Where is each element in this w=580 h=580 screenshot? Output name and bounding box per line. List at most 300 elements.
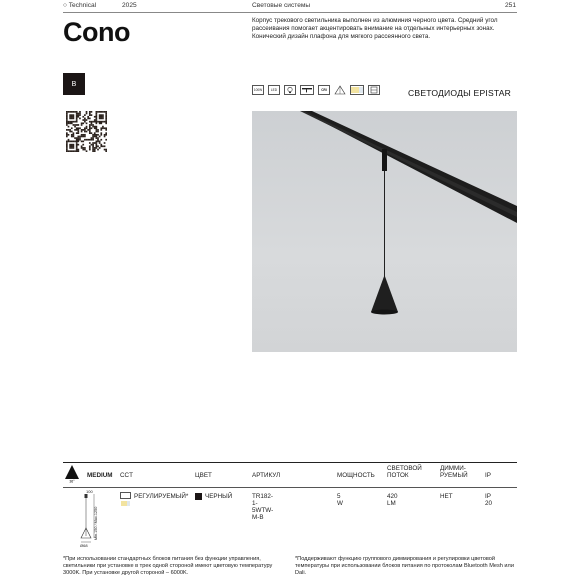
qr-module <box>68 121 70 123</box>
qr-module <box>100 111 102 113</box>
qr-module <box>69 122 71 124</box>
qr-module <box>102 126 104 128</box>
qr-module <box>96 116 98 118</box>
qr-code[interactable] <box>66 111 107 152</box>
table-header-rule <box>63 487 517 488</box>
qr-module <box>99 147 101 149</box>
qr-module <box>89 132 91 134</box>
qr-module <box>84 119 86 121</box>
qr-module <box>86 122 88 124</box>
qr-module <box>73 111 75 113</box>
qr-module <box>66 113 68 115</box>
qr-module <box>92 142 94 144</box>
qr-module <box>69 144 71 146</box>
qr-module <box>96 122 98 124</box>
qr-module <box>91 114 93 116</box>
qr-module <box>84 136 86 138</box>
qr-module <box>79 136 81 138</box>
qr-module <box>91 111 93 113</box>
qr-module <box>66 150 68 152</box>
qr-module <box>94 119 96 121</box>
dimension-drawing <box>72 489 112 548</box>
qr-module <box>84 118 86 120</box>
qr-module <box>89 149 91 151</box>
qr-module <box>100 114 102 116</box>
qr-module <box>76 129 78 131</box>
qr-module <box>81 147 83 149</box>
qr-module <box>87 129 89 131</box>
qr-module <box>99 141 101 143</box>
qr-module <box>96 142 98 144</box>
qr-module <box>82 129 84 131</box>
qr-module <box>66 118 68 120</box>
qr-module <box>82 141 84 143</box>
qr-module <box>99 122 101 124</box>
qr-module <box>66 111 68 113</box>
qr-module <box>91 132 93 134</box>
qr-module <box>99 114 101 116</box>
qr-module <box>71 144 73 146</box>
qr-module <box>92 147 94 149</box>
100w-icon: 100W <box>252 85 264 95</box>
qr-module <box>97 121 99 123</box>
qr-module <box>91 124 93 126</box>
qr-module <box>81 131 83 133</box>
track-icon <box>300 85 314 95</box>
qr-module <box>94 149 96 151</box>
qr-module <box>100 144 102 146</box>
cell-cct: РЕГУЛИРУЕМЫЙ* <box>134 493 189 500</box>
qr-module <box>86 131 88 133</box>
qr-module <box>102 118 104 120</box>
qr-module <box>84 129 86 131</box>
qr-module <box>73 132 75 134</box>
qr-module <box>97 129 99 131</box>
header-rule <box>63 12 517 13</box>
qr-module <box>76 119 78 121</box>
qr-module <box>92 139 94 141</box>
qr-module <box>89 124 91 126</box>
qr-module <box>71 134 73 136</box>
qr-module <box>74 111 76 113</box>
beam-icon <box>334 85 346 95</box>
beam-label: MEDIUM <box>87 472 113 479</box>
qr-module <box>77 137 79 139</box>
qr-module <box>91 139 93 141</box>
qr-module <box>89 113 91 115</box>
qr-module <box>89 129 91 131</box>
qr-module <box>96 129 98 131</box>
qr-module <box>66 145 68 147</box>
qr-module <box>79 127 81 129</box>
qr-module <box>96 147 98 149</box>
qr-module <box>96 111 98 113</box>
qr-module <box>100 134 102 136</box>
qr-module <box>82 149 84 151</box>
qr-module <box>96 141 98 143</box>
qr-module <box>66 122 68 124</box>
col-article: АРТИКУЛ <box>252 472 281 479</box>
qr-module <box>69 129 71 131</box>
qr-module <box>102 145 104 147</box>
qr-module <box>81 129 83 131</box>
qr-module <box>66 136 68 138</box>
qr-module <box>69 111 71 113</box>
qr-module <box>100 127 102 129</box>
qr-module <box>89 114 91 116</box>
beam-angle: 36° <box>69 479 75 483</box>
qr-module <box>76 132 78 134</box>
qr-module <box>96 127 98 129</box>
qr-module <box>76 121 78 123</box>
qr-module <box>94 142 96 144</box>
qr-module <box>100 139 102 141</box>
qr-module <box>105 127 107 129</box>
qr-module <box>71 131 73 133</box>
qr-module <box>74 121 76 123</box>
qr-module <box>73 116 75 118</box>
beam-icon-large <box>65 465 79 488</box>
qr-module <box>76 142 78 144</box>
qr-module <box>76 113 78 115</box>
qr-module <box>71 141 73 143</box>
qr-module <box>77 113 79 115</box>
qr-module <box>84 131 86 133</box>
qr-module <box>74 124 76 126</box>
qr-module <box>68 150 70 152</box>
qr-module <box>69 150 71 152</box>
qr-module <box>69 118 71 120</box>
qr-module <box>69 114 71 116</box>
qr-module <box>104 145 106 147</box>
qr-module <box>105 149 107 151</box>
qr-module <box>82 134 84 136</box>
qr-module <box>87 118 89 120</box>
category-badge: B <box>63 73 85 95</box>
qr-module <box>77 136 79 138</box>
qr-module <box>71 111 73 113</box>
qr-module <box>92 134 94 136</box>
qr-module <box>104 127 106 129</box>
qr-module <box>105 134 107 136</box>
cri-icon: CRI <box>318 85 330 95</box>
qr-module <box>66 116 68 118</box>
qr-module <box>77 114 79 116</box>
qr-module <box>77 131 79 133</box>
header-year: 2025 <box>122 2 137 9</box>
qr-module <box>89 118 91 120</box>
qr-module <box>99 111 101 113</box>
qr-module <box>89 111 91 113</box>
header-category: Световые системы <box>252 2 311 9</box>
qr-module <box>71 127 73 129</box>
qr-module <box>68 122 70 124</box>
qr-module <box>96 145 98 147</box>
qr-module <box>68 139 70 141</box>
qr-module <box>69 147 71 149</box>
qr-module <box>97 131 99 133</box>
qr-module <box>76 127 78 129</box>
qr-module <box>68 141 70 143</box>
qr-module <box>87 116 89 118</box>
qr-module <box>82 122 84 124</box>
col-flux: СВЕТОВОЙ ПОТОК <box>387 465 422 480</box>
qr-module <box>71 114 73 116</box>
qr-module <box>92 126 94 128</box>
qr-module <box>89 127 91 129</box>
qr-module <box>81 122 83 124</box>
qr-module <box>76 114 78 116</box>
qr-module <box>76 149 78 151</box>
qr-module <box>92 124 94 126</box>
qr-module <box>73 114 75 116</box>
cct-icon <box>350 85 364 95</box>
qr-module <box>79 111 81 113</box>
qr-module <box>81 141 83 143</box>
qr-module <box>104 149 106 151</box>
qr-module <box>102 111 104 113</box>
qr-module <box>66 121 68 123</box>
qr-module <box>89 147 91 149</box>
qr-module <box>91 144 93 146</box>
note-right: *Поддерживают функцию группового диммирования и регулировки цветовой температуры при использовании блоков питания по протоколам Bluetooth Mesh или Dali. <box>295 556 514 577</box>
qr-module <box>91 137 93 139</box>
box-icon <box>368 85 380 95</box>
qr-module <box>94 147 96 149</box>
page-number: 251 <box>505 2 517 9</box>
qr-module <box>96 134 98 136</box>
qr-module <box>73 124 75 126</box>
qr-module <box>76 145 78 147</box>
qr-module <box>81 134 83 136</box>
col-color: ЦВЕТ <box>195 472 212 479</box>
qr-module <box>94 136 96 138</box>
qr-module <box>105 129 107 131</box>
qr-module <box>71 122 73 124</box>
qr-module <box>77 144 79 146</box>
col-power: МОЩНОСТЬ <box>337 472 375 479</box>
qr-module <box>73 150 75 152</box>
qr-module <box>66 124 68 126</box>
qr-module <box>97 141 99 143</box>
qr-module <box>92 136 94 138</box>
qr-module <box>105 122 107 124</box>
cell-article: TR182-1-5WTW-M-B <box>252 493 274 521</box>
qr-module <box>66 149 68 151</box>
qr-module <box>89 139 91 141</box>
dim-bottom: Ø68 <box>80 543 88 548</box>
col-ip: IP <box>485 472 491 479</box>
qr-module <box>104 142 106 144</box>
qr-module <box>92 137 94 139</box>
qr-module <box>87 139 89 141</box>
qr-module <box>66 114 68 116</box>
cell-flux: 420 LM <box>387 493 398 507</box>
qr-module <box>100 122 102 124</box>
qr-module <box>94 132 96 134</box>
qr-module <box>71 118 73 120</box>
qr-module <box>99 142 101 144</box>
qr-module <box>68 126 70 128</box>
qr-module <box>77 132 79 134</box>
qr-module <box>94 121 96 123</box>
qr-module <box>73 118 75 120</box>
qr-module <box>84 149 86 151</box>
qr-module <box>77 116 79 118</box>
qr-module <box>68 134 70 136</box>
qr-module <box>76 137 78 139</box>
qr-module <box>105 114 107 116</box>
qr-module <box>76 147 78 149</box>
qr-module <box>73 136 75 138</box>
qr-module <box>71 136 73 138</box>
qr-module <box>94 126 96 128</box>
qr-module <box>76 118 78 120</box>
page-title: Cono <box>63 17 130 47</box>
qr-module <box>81 136 83 138</box>
qr-module <box>99 121 101 123</box>
qr-module <box>84 139 86 141</box>
qr-module <box>77 127 79 129</box>
qr-module <box>86 119 88 121</box>
qr-module <box>105 118 107 120</box>
qr-module <box>96 119 98 121</box>
qr-module <box>105 116 107 118</box>
cell-power: 5 W <box>337 493 343 507</box>
qr-module <box>76 124 78 126</box>
qr-module <box>84 134 86 136</box>
qr-module <box>74 150 76 152</box>
qr-module <box>73 141 75 143</box>
qr-module <box>76 116 78 118</box>
qr-module <box>99 116 101 118</box>
qr-module <box>71 150 73 152</box>
qr-module <box>69 141 71 143</box>
qr-module <box>92 121 94 123</box>
qr-module <box>82 147 84 149</box>
qr-module <box>69 116 71 118</box>
qr-module <box>89 126 91 128</box>
qr-module <box>77 150 79 152</box>
feature-icons <box>252 85 380 95</box>
qr-module <box>86 113 88 115</box>
qr-module <box>76 150 78 152</box>
qr-module <box>79 113 81 115</box>
qr-module <box>76 139 78 141</box>
led-icon: LED <box>268 85 280 95</box>
qr-module <box>66 144 68 146</box>
qr-module <box>74 137 76 139</box>
qr-module <box>74 129 76 131</box>
cell-ip: IP 20 <box>485 493 493 507</box>
qr-module <box>94 150 96 152</box>
qr-module <box>105 150 107 152</box>
qr-module <box>94 116 96 118</box>
qr-module <box>100 121 102 123</box>
qr-module <box>79 114 81 116</box>
table-top-rule <box>63 462 517 463</box>
qr-module <box>69 131 71 133</box>
qr-module <box>84 121 86 123</box>
col-dim: ДИММИ-РУЕМЫЙ <box>440 465 468 480</box>
qr-module <box>76 144 78 146</box>
qr-module <box>102 114 104 116</box>
qr-module <box>68 129 70 131</box>
qr-module <box>66 142 68 144</box>
qr-module <box>96 118 98 120</box>
qr-module <box>82 144 84 146</box>
qr-module <box>74 126 76 128</box>
qr-module <box>86 111 88 113</box>
dim-height: Min.150 / Max.1250 <box>94 506 98 540</box>
qr-module <box>73 121 75 123</box>
qr-module <box>104 111 106 113</box>
qr-module <box>66 132 68 134</box>
qr-module <box>104 134 106 136</box>
qr-module <box>79 118 81 120</box>
qr-module <box>71 121 73 123</box>
qr-module <box>100 145 102 147</box>
qr-module <box>97 149 99 151</box>
qr-module <box>89 142 91 144</box>
qr-module <box>97 139 99 141</box>
qr-module <box>66 141 68 143</box>
qr-module <box>102 127 104 129</box>
led-label: СВЕТОДИОДЫ EPISTAR <box>408 88 512 98</box>
header-section: ○ Technical <box>63 2 97 9</box>
qr-module <box>105 139 107 141</box>
qr-module <box>97 134 99 136</box>
qr-module <box>71 116 73 118</box>
cell-dim: НЕТ <box>440 493 453 500</box>
qr-module <box>92 150 94 152</box>
qr-module <box>66 129 68 131</box>
qr-module <box>84 147 86 149</box>
qr-module <box>84 127 86 129</box>
qr-module <box>74 141 76 143</box>
qr-module <box>96 126 98 128</box>
qr-module <box>96 136 98 138</box>
qr-module <box>66 119 68 121</box>
qr-module <box>73 134 75 136</box>
qr-module <box>96 144 98 146</box>
qr-module <box>105 121 107 123</box>
qr-module <box>96 113 98 115</box>
qr-module <box>92 149 94 151</box>
qr-module <box>99 118 101 120</box>
qr-module <box>86 139 88 141</box>
qr-module <box>66 134 68 136</box>
qr-module <box>97 111 99 113</box>
qr-module <box>73 144 75 146</box>
qr-module <box>94 127 96 129</box>
qr-module <box>81 145 83 147</box>
qr-module <box>105 119 107 121</box>
qr-module <box>81 124 83 126</box>
qr-module <box>105 111 107 113</box>
qr-module <box>96 121 98 123</box>
qr-module <box>96 131 98 133</box>
qr-module <box>89 131 91 133</box>
qr-module <box>91 127 93 129</box>
qr-module <box>77 124 79 126</box>
qr-module <box>77 139 79 141</box>
note-left: *При использовании стандартных блоков питания без функции управления, светильники при установке в трек одной стороной имеют цветовую температуру 3000K. При установке другой стороной – 6000K. <box>63 556 273 577</box>
qr-module <box>99 136 101 138</box>
qr-module <box>69 121 71 123</box>
qr-module <box>73 147 75 149</box>
qr-module <box>79 139 81 141</box>
